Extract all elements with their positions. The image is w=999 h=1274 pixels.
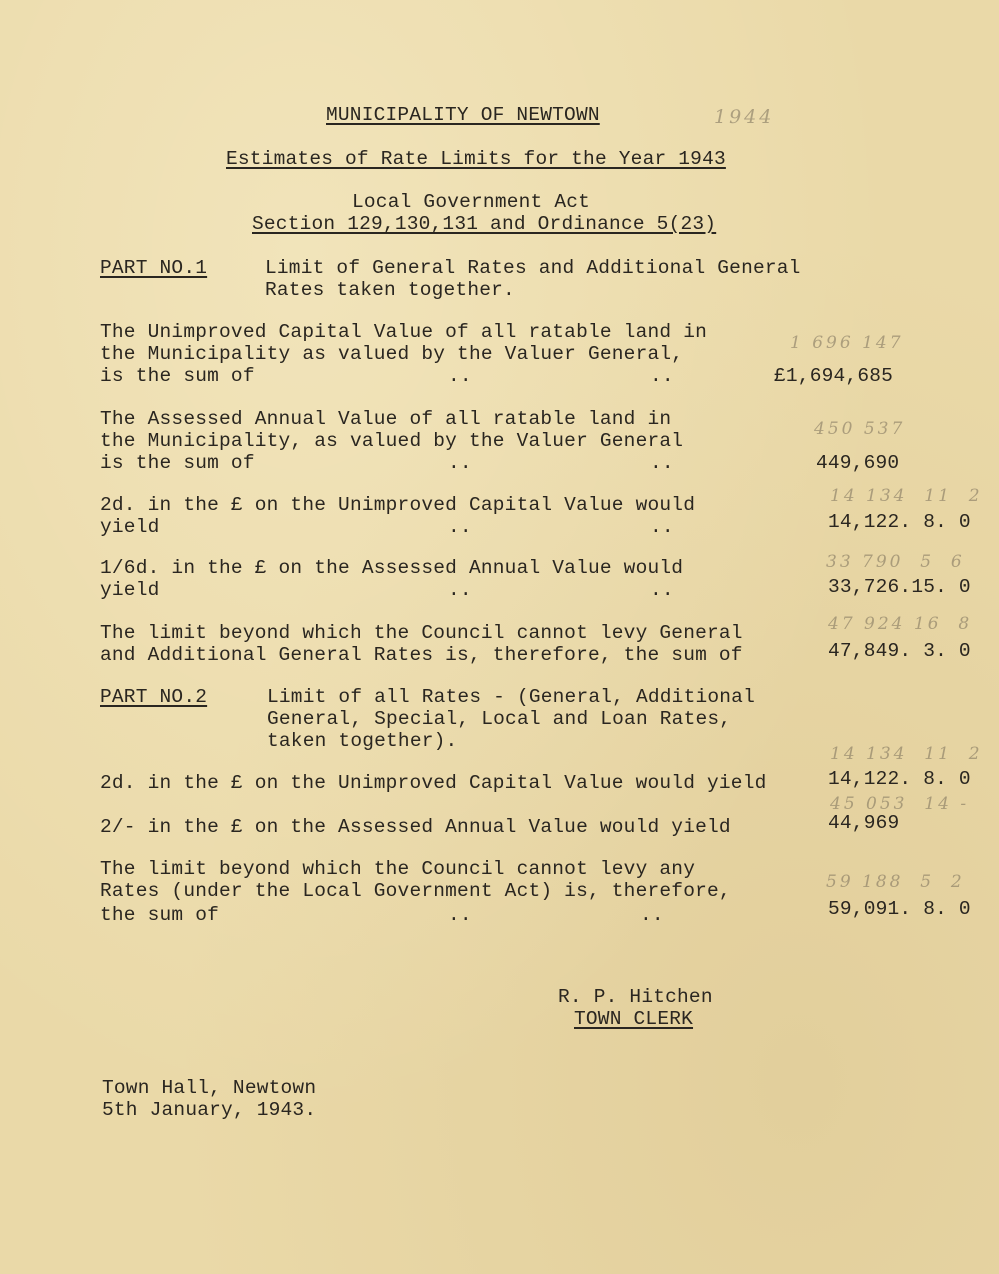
act-sections: Section 129,130,131 and Ordinance 5(23) — [252, 213, 717, 235]
ucv-2d-amount: 14,122. 8. 0 — [828, 511, 971, 533]
part2-aav-amount: 44,969 — [828, 812, 900, 834]
footer-place: Town Hall, Newtown — [102, 1077, 317, 1099]
ucv-line1: The Unimproved Capital Value of all ratable land in — [100, 321, 707, 343]
leader-dots: .. — [650, 452, 674, 474]
handwritten-note: 47 924 16 8 — [828, 614, 973, 634]
handwritten-year-note: 1944 — [714, 106, 775, 128]
part2-label: PART NO.2 — [100, 686, 208, 708]
aav-line1: The Assessed Annual Value of all ratable land in — [100, 408, 672, 430]
part1-heading-line2: Rates taken together. — [265, 279, 515, 301]
municipality-heading: MUNICIPALITY OF NEWTOWN — [326, 104, 600, 126]
signatory-name: R. P. Hitchen — [558, 986, 713, 1008]
handwritten-note: 33 790 5 6 — [826, 552, 965, 572]
all-rates-limit-line3: the sum of — [100, 904, 220, 926]
signatory-title: TOWN CLERK — [574, 1008, 694, 1030]
ucv-line2: the Municipality as valued by the Valuer General, — [100, 343, 684, 365]
leader-dots: .. — [640, 904, 664, 926]
leader-dots: .. — [448, 516, 472, 538]
part2-heading-line3: taken together). — [267, 730, 458, 752]
general-limit-line1: The limit beyond which the Council cannot levy General — [100, 622, 743, 644]
ucv-2d-line1: 2d. in the £ on the Unimproved Capital Value would — [100, 494, 696, 516]
handwritten-note: 59 188 5 2 — [826, 872, 965, 892]
part2-ucv-line: 2d. in the £ on the Unimproved Capital Value would yield — [100, 772, 767, 794]
aav-16d-line1: 1/6d. in the £ on the Assessed Annual Value would — [100, 557, 684, 579]
leader-dots: .. — [448, 452, 472, 474]
aav-16d-line2: yield — [100, 579, 160, 601]
aav-line3: is the sum of — [100, 452, 255, 474]
ucv-2d-line2: yield — [100, 516, 160, 538]
document-title: Estimates of Rate Limits for the Year 1943 — [226, 148, 726, 170]
all-rates-limit-line2: Rates (under the Local Government Act) is, therefore, — [100, 880, 731, 902]
leader-dots: .. — [650, 516, 674, 538]
part1-label: PART NO.1 — [100, 257, 208, 279]
aav-16d-amount: 33,726.15. 0 — [828, 576, 971, 598]
leader-dots: .. — [448, 579, 472, 601]
handwritten-note: 1 696 147 — [790, 333, 904, 353]
leader-dots: .. — [448, 904, 472, 926]
act-title: Local Government Act — [352, 191, 591, 213]
handwritten-note: 450 537 — [814, 419, 906, 439]
all-rates-limit-amount: 59,091. 8. 0 — [828, 898, 971, 920]
leader-dots: .. — [650, 365, 674, 387]
leader-dots: .. — [650, 579, 674, 601]
footer-date: 5th January, 1943. — [102, 1099, 317, 1121]
part2-heading-line2: General, Special, Local and Loan Rates, — [267, 708, 732, 730]
general-limit-line2: and Additional General Rates is, therefore, the sum of — [100, 644, 743, 666]
part2-aav-line: 2/- in the £ on the Assessed Annual Value would yield — [100, 816, 731, 838]
general-limit-amount: 47,849. 3. 0 — [828, 640, 971, 662]
ucv-line3: is the sum of — [100, 365, 255, 387]
aav-amount: 449,690 — [816, 452, 900, 474]
handwritten-note: 45 053 14 - — [830, 794, 970, 814]
leader-dots: .. — [448, 365, 472, 387]
ucv-amount: £1,694,685 — [774, 365, 894, 387]
all-rates-limit-line1: The limit beyond which the Council cannot levy any — [100, 858, 696, 880]
part1-heading-line1: Limit of General Rates and Additional General — [265, 257, 801, 279]
part2-heading-line1: Limit of all Rates - (General, Additional — [267, 686, 755, 708]
part2-ucv-amount: 14,122. 8. 0 — [828, 768, 971, 790]
aav-line2: the Municipality, as valued by the Valuer General — [100, 430, 684, 452]
handwritten-note: 14 134 11 2 — [830, 486, 983, 506]
handwritten-note: 14 134 11 2 — [830, 744, 983, 764]
